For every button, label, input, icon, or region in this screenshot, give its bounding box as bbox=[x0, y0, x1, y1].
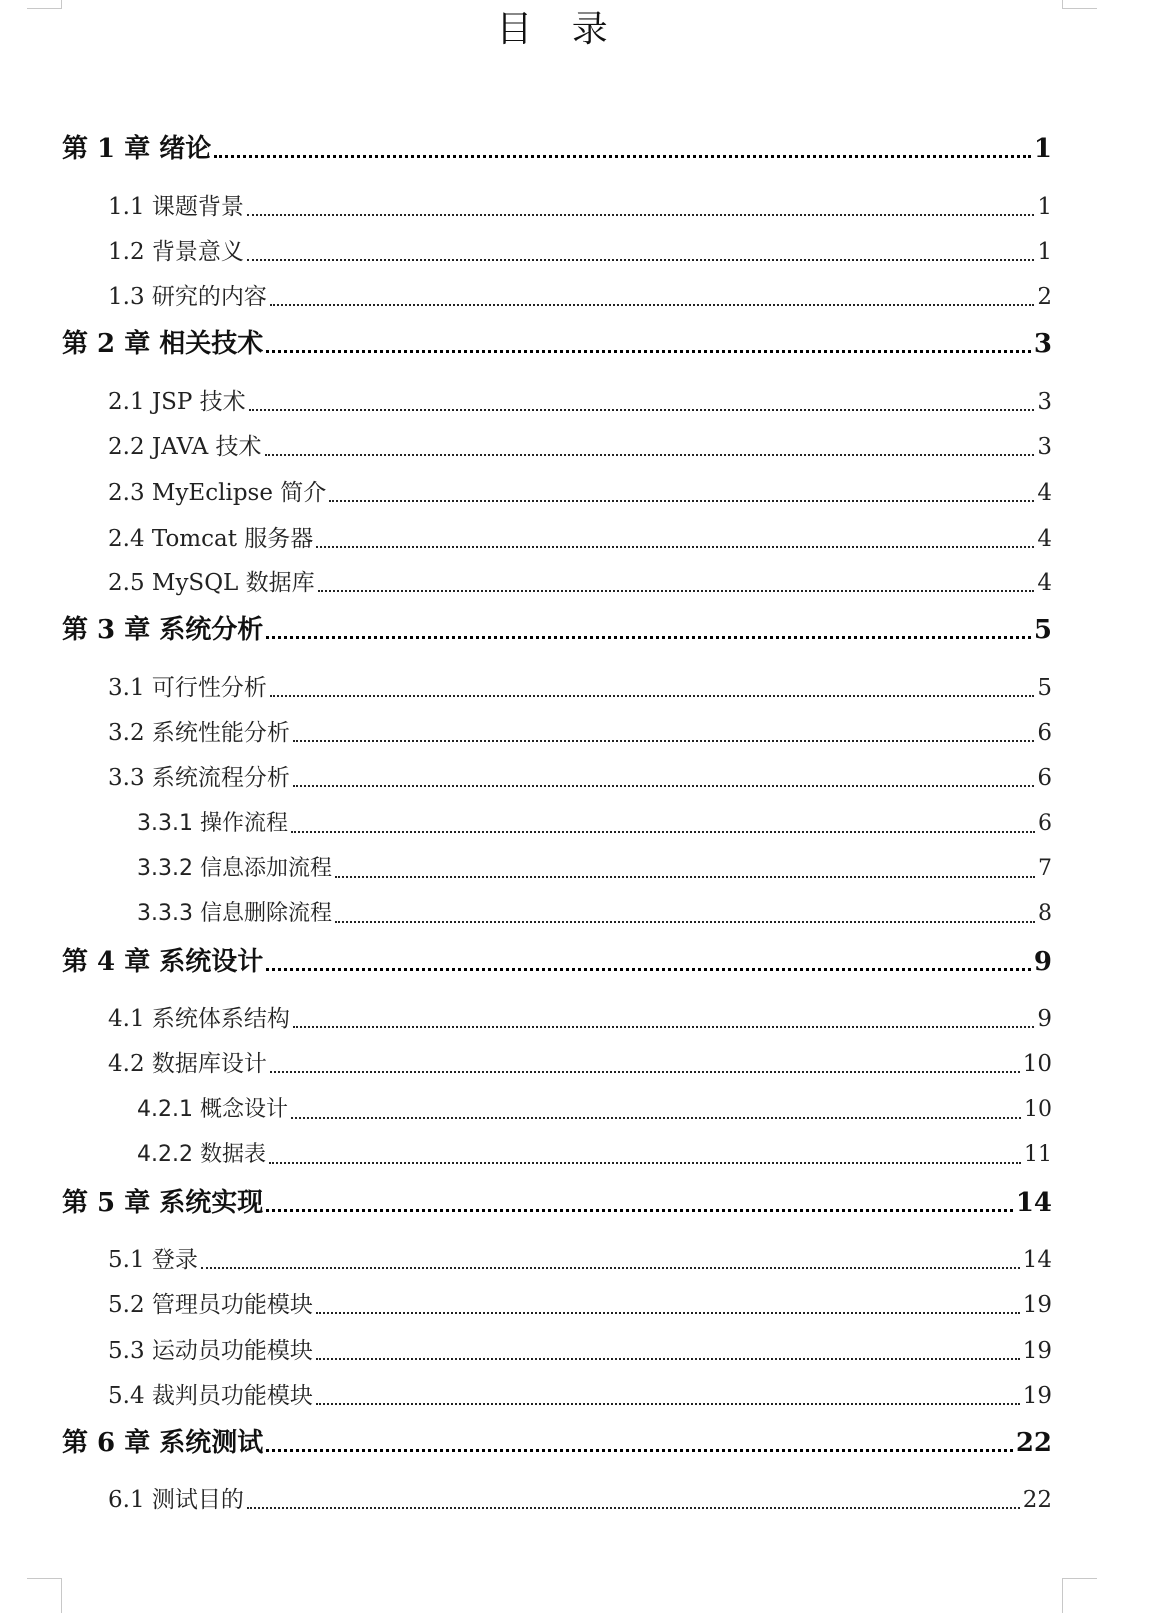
toc-page-number: 3 bbox=[1037, 434, 1052, 460]
dot-leader bbox=[291, 1117, 1021, 1119]
toc-entry-label: 4.1 系统体系结构 bbox=[108, 1006, 290, 1032]
toc-subsection-entry[interactable] bbox=[137, 1095, 1052, 1125]
toc-entry-label: 3.1 可行性分析 bbox=[108, 675, 267, 701]
toc-section-entry[interactable] bbox=[108, 237, 1052, 267]
toc-subsection-entry[interactable] bbox=[137, 899, 1052, 929]
toc-section-entry[interactable] bbox=[108, 1336, 1052, 1366]
toc-entry-label: 3.3 系统流程分析 bbox=[108, 765, 290, 791]
toc-section-entry[interactable] bbox=[108, 1381, 1052, 1411]
toc-page-number: 5 bbox=[1033, 615, 1052, 645]
dot-leader bbox=[265, 454, 1035, 456]
crop-mark-bottom-left bbox=[27, 1578, 62, 1613]
toc-page-number: 11 bbox=[1024, 1142, 1052, 1167]
dot-leader bbox=[335, 921, 1035, 923]
toc-section-entry[interactable] bbox=[108, 387, 1052, 417]
toc-entry-label: 4.2.2 数据表 bbox=[137, 1142, 266, 1167]
toc-page-number: 10 bbox=[1022, 1051, 1052, 1077]
dot-leader bbox=[266, 636, 1031, 639]
toc-page-number: 19 bbox=[1022, 1292, 1052, 1318]
dot-leader bbox=[316, 1358, 1020, 1360]
dot-leader bbox=[316, 1312, 1020, 1314]
toc-page-number: 19 bbox=[1022, 1383, 1052, 1409]
toc-entry-label: 第 5 章 系统实现 bbox=[62, 1188, 264, 1218]
dot-leader bbox=[266, 1209, 1013, 1212]
toc-section-entry[interactable] bbox=[108, 1049, 1052, 1079]
toc-entry-label: 5.2 管理员功能模块 bbox=[108, 1292, 313, 1318]
toc-page-number: 19 bbox=[1022, 1338, 1052, 1364]
dot-leader bbox=[270, 1071, 1020, 1073]
toc-entry-label: 1.1 课题背景 bbox=[108, 194, 244, 220]
dot-leader bbox=[214, 155, 1031, 158]
toc-chapter-entry[interactable] bbox=[62, 1186, 1052, 1220]
toc-entry-label: 2.2 JAVA 技术 bbox=[108, 434, 262, 460]
toc-page-number: 1 bbox=[1033, 134, 1052, 164]
dot-leader bbox=[316, 1403, 1020, 1405]
toc-entry-label: 4.2 数据库设计 bbox=[108, 1051, 267, 1077]
toc-page-number: 9 bbox=[1037, 1006, 1052, 1032]
dot-leader bbox=[270, 695, 1034, 697]
toc-page-number: 8 bbox=[1038, 901, 1052, 926]
toc-section-entry[interactable] bbox=[108, 432, 1052, 462]
dot-leader bbox=[247, 1507, 1020, 1509]
toc-entry-label: 第 2 章 相关技术 bbox=[62, 329, 264, 359]
toc-page-number: 9 bbox=[1033, 947, 1052, 977]
dot-leader bbox=[270, 304, 1034, 306]
toc-section-entry[interactable] bbox=[108, 673, 1052, 703]
toc-entry-label: 第 6 章 系统测试 bbox=[62, 1428, 264, 1458]
toc-page-number: 22 bbox=[1015, 1428, 1052, 1458]
toc-page-number: 22 bbox=[1022, 1487, 1052, 1513]
toc-entry-label: 5.1 登录 bbox=[108, 1247, 198, 1273]
toc-section-entry[interactable] bbox=[108, 1004, 1052, 1034]
toc-page-number: 7 bbox=[1038, 856, 1052, 881]
dot-leader bbox=[291, 831, 1035, 833]
toc-section-entry[interactable] bbox=[108, 1290, 1052, 1320]
toc-entry-label: 4.2.1 概念设计 bbox=[137, 1097, 288, 1122]
dot-leader bbox=[201, 1267, 1020, 1269]
dot-leader bbox=[293, 1026, 1034, 1028]
toc-entry-label: 3.3.1 操作流程 bbox=[137, 811, 288, 836]
dot-leader bbox=[335, 876, 1035, 878]
dot-leader bbox=[293, 740, 1034, 742]
toc-section-entry[interactable] bbox=[108, 524, 1052, 554]
toc-section-entry[interactable] bbox=[108, 763, 1052, 793]
toc-page-number: 3 bbox=[1037, 389, 1052, 415]
toc-section-entry[interactable] bbox=[108, 718, 1052, 748]
toc-page-number: 14 bbox=[1015, 1188, 1052, 1218]
toc-entry-label: 3.3.2 信息添加流程 bbox=[137, 856, 332, 881]
toc-chapter-entry[interactable] bbox=[62, 613, 1052, 647]
toc-page-number: 6 bbox=[1038, 811, 1052, 836]
toc-entry-label: 1.3 研究的内容 bbox=[108, 284, 267, 310]
dot-leader bbox=[266, 350, 1031, 353]
toc-entry-label: 3.2 系统性能分析 bbox=[108, 720, 290, 746]
toc-entry-label: 6.1 测试目的 bbox=[108, 1487, 244, 1513]
toc-subsection-entry[interactable] bbox=[137, 1140, 1052, 1170]
dot-leader bbox=[266, 968, 1031, 971]
toc-entry-label: 3.3.3 信息删除流程 bbox=[137, 901, 332, 926]
toc-section-entry[interactable] bbox=[108, 478, 1052, 508]
toc-page-number: 1 bbox=[1037, 194, 1052, 220]
toc-section-entry[interactable] bbox=[108, 568, 1052, 598]
toc-entry-label: 2.5 MySQL 数据库 bbox=[108, 570, 315, 596]
toc-page-number: 4 bbox=[1037, 570, 1052, 596]
toc-entry-label: 第 1 章 绪论 bbox=[62, 134, 212, 164]
toc-subsection-entry[interactable] bbox=[137, 854, 1052, 884]
toc-subsection-entry[interactable] bbox=[137, 809, 1052, 839]
toc-page-number: 3 bbox=[1033, 329, 1052, 359]
toc-page-number: 1 bbox=[1037, 239, 1052, 265]
toc-entry-label: 2.4 Tomcat 服务器 bbox=[108, 526, 314, 552]
dot-leader bbox=[247, 214, 1034, 216]
toc-section-entry[interactable] bbox=[108, 282, 1052, 312]
toc-page-number: 10 bbox=[1024, 1097, 1052, 1122]
toc-page-number: 6 bbox=[1037, 720, 1052, 746]
crop-mark-bottom-right bbox=[1062, 1578, 1097, 1613]
toc-entry-label: 1.2 背景意义 bbox=[108, 239, 244, 265]
toc-chapter-entry[interactable] bbox=[62, 327, 1052, 361]
toc-page-number: 6 bbox=[1037, 765, 1052, 791]
toc-entry-label: 2.3 MyEclipse 简介 bbox=[108, 480, 327, 506]
toc-section-entry[interactable] bbox=[108, 1245, 1052, 1275]
dot-leader bbox=[316, 546, 1034, 548]
page-title: 目 录 bbox=[496, 9, 622, 50]
dot-leader bbox=[318, 590, 1035, 592]
toc-page-number: 4 bbox=[1037, 480, 1052, 506]
toc-chapter-entry[interactable] bbox=[62, 1426, 1052, 1460]
toc-page-number: 5 bbox=[1037, 675, 1052, 701]
toc-entry-label: 第 4 章 系统设计 bbox=[62, 947, 264, 977]
toc-section-entry[interactable] bbox=[108, 1485, 1052, 1515]
dot-leader bbox=[293, 785, 1034, 787]
dot-leader bbox=[249, 409, 1035, 411]
dot-leader bbox=[266, 1449, 1013, 1452]
toc-entry-label: 2.1 JSP 技术 bbox=[108, 389, 246, 415]
toc-page-number: 14 bbox=[1022, 1247, 1052, 1273]
dot-leader bbox=[329, 500, 1034, 502]
toc-entry-label: 5.4 裁判员功能模块 bbox=[108, 1383, 313, 1409]
toc-entry-label: 第 3 章 系统分析 bbox=[62, 615, 264, 645]
dot-leader bbox=[269, 1162, 1021, 1164]
toc-chapter-entry[interactable] bbox=[62, 132, 1052, 166]
dot-leader bbox=[247, 259, 1034, 261]
toc-chapter-entry[interactable] bbox=[62, 945, 1052, 979]
toc-page-number: 2 bbox=[1037, 284, 1052, 310]
toc-page-number: 4 bbox=[1037, 526, 1052, 552]
toc-section-entry[interactable] bbox=[108, 192, 1052, 222]
toc-entry-label: 5.3 运动员功能模块 bbox=[108, 1338, 313, 1364]
